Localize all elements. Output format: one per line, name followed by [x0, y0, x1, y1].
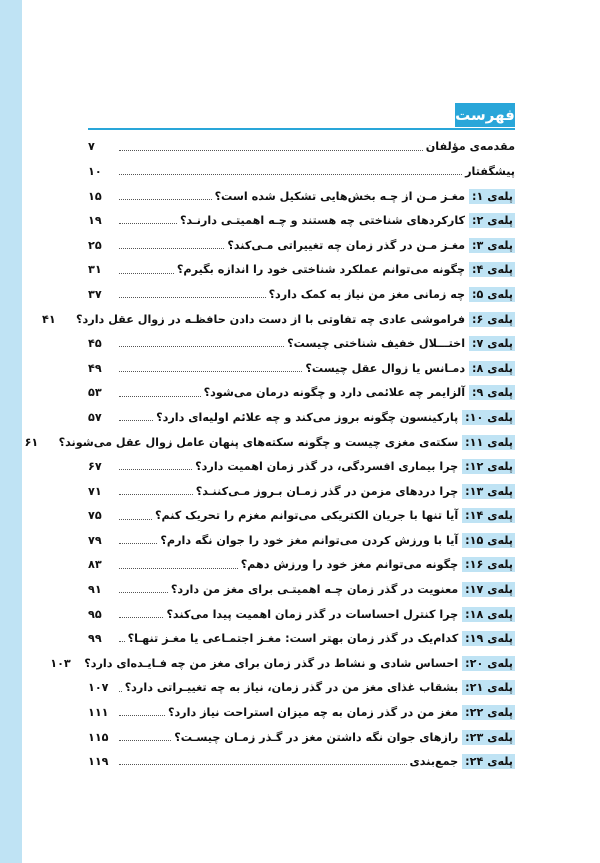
toc-entry-title	[204, 387, 515, 398]
toc-step-label: پله‌ی ۲:	[469, 213, 515, 228]
toc-entry[interactable]	[88, 720, 515, 745]
toc-page-number: ۴۱	[42, 312, 56, 326]
toc-title-text: چه زمانی مغز من نیاز به کمک دارد؟	[268, 287, 466, 301]
toc-page-number: ۱۱۵	[88, 730, 109, 744]
toc-entry[interactable]	[88, 696, 515, 721]
toc-step-label: پله‌ی ۶:	[469, 312, 515, 327]
toc-page-number: ۱۰	[88, 164, 102, 178]
toc-page-number: ۹۹	[88, 632, 102, 646]
toc-step-label: پله‌ی ۲۱:	[462, 680, 515, 695]
toc-entry[interactable]	[88, 278, 515, 303]
dot-leader	[119, 640, 125, 642]
toc-page-number: ۹۵	[88, 607, 102, 621]
toc-page-number: ۱۱۱	[88, 706, 109, 720]
toc-step-label: پله‌ی ۸:	[469, 361, 515, 376]
table-of-contents	[24, 130, 515, 769]
toc-title-text: چگونه می‌توانم مغز خود را ورزش دهم؟	[240, 558, 459, 572]
toc-entry[interactable]	[88, 204, 515, 229]
dot-leader	[119, 198, 212, 200]
toc-step-label: پله‌ی ۱۱:	[462, 435, 515, 450]
toc-title-text: چرا کنترل احساسات در گذر زمان اهمیت پیدا می‌کند؟	[166, 607, 459, 621]
toc-entry-title	[171, 584, 515, 595]
toc-step-label: پله‌ی ۲۲:	[462, 705, 515, 720]
toc-title-text: فراموشی عادی چه تفاوتی با از دست دادن حافظـه در زوال عقل دارد؟	[76, 312, 466, 326]
toc-page-number: ۱۰۷	[88, 681, 109, 695]
toc-entry-title	[195, 461, 515, 472]
toc-entry[interactable]	[88, 228, 515, 253]
toc-title-text: کارکردهای شناختی چه هستند و چـه اهمیتـی دارنـد؟	[179, 214, 466, 228]
dot-leader	[119, 370, 302, 372]
toc-title-text: احساس شادی و نشاط در گذر زمان برای مغز من چه فـایـده‌ای دارد؟	[84, 656, 459, 670]
dot-leader	[119, 542, 157, 544]
toc-entry[interactable]	[88, 401, 515, 426]
toc-page-number: ۱۹	[88, 214, 102, 228]
toc-entry-title	[125, 682, 515, 693]
toc-entry-title	[155, 510, 515, 521]
toc-entry-title	[269, 289, 515, 300]
toc-title-text: مغـز مـن از چـه بخش‌هایی تشکیل شده است؟	[214, 189, 466, 203]
toc-page-number: ۷۵	[88, 509, 102, 523]
toc-title-text: آیا با ورزش کردن می‌توانم مغز خود را جوان نگه دارم؟	[160, 533, 459, 547]
toc-entry[interactable]	[88, 450, 515, 475]
toc-step-label: پله‌ی ۱۴:	[462, 508, 515, 523]
toc-step-label: پله‌ی ۴:	[469, 262, 515, 277]
toc-entry-title	[426, 141, 515, 152]
toc-entry-title	[76, 314, 515, 325]
toc-entry-title	[168, 707, 515, 718]
toc-step-label: پله‌ی ۱۷:	[462, 582, 515, 597]
toc-page-number: ۲۵	[88, 238, 102, 252]
toc-page-number: ۷۱	[88, 484, 102, 498]
toc-page-number: ۶۱	[24, 435, 39, 449]
toc-title-text: مغـز مـن در گذر زمان چه تغییراتی مـی‌کند؟	[227, 238, 466, 252]
dot-leader	[119, 419, 153, 421]
toc-page-number: ۷۹	[88, 533, 102, 547]
toc-step-label: پله‌ی ۱:	[469, 189, 515, 204]
toc-entry-title	[180, 215, 515, 226]
toc-step-label: پله‌ی ۹:	[469, 385, 515, 400]
toc-entry-title	[227, 240, 515, 251]
toc-entry-title	[128, 633, 515, 644]
toc-step-label: پله‌ی ۱۹:	[462, 631, 515, 646]
toc-entry[interactable]	[88, 351, 515, 376]
toc-page-number: ۱۱۹	[88, 755, 109, 769]
toc-entry[interactable]	[88, 474, 515, 499]
toc-entry-title	[465, 166, 515, 177]
dot-leader	[119, 395, 201, 397]
toc-page-number: ۶۷	[88, 460, 102, 474]
dot-leader	[119, 616, 163, 618]
toc-title-text: اختـــلال خفیف شناختی چیست؟	[287, 337, 466, 351]
toc-entry-title	[174, 732, 515, 743]
toc-entry[interactable]	[88, 745, 515, 770]
toc-entry[interactable]	[88, 327, 515, 352]
toc-title-text: جمع‌بندی	[409, 755, 459, 769]
toc-title-text: آلزایمر چه علائمی دارد و چگونه درمان می‌شود؟	[203, 386, 466, 400]
toc-page-number: ۸۳	[88, 558, 102, 572]
toc-step-label: پله‌ی ۵:	[469, 287, 515, 302]
dot-leader	[119, 493, 193, 495]
dot-leader	[119, 518, 152, 520]
toc-entry-title	[59, 437, 515, 448]
toc-entry-title	[156, 412, 515, 423]
dot-leader	[119, 173, 462, 175]
dot-leader	[119, 690, 122, 692]
toc-entry[interactable]	[88, 548, 515, 573]
toc-title-text: کدام‌یک در گذر زمان بهتر است: مغـز اجتمـاعی یا مغـز تنهـا؟	[127, 632, 459, 646]
toc-entry[interactable]	[88, 376, 515, 401]
toc-entry[interactable]	[88, 524, 515, 549]
dot-leader	[119, 296, 266, 298]
toc-title-text: معنویت در گذر زمان چـه اهمیتـی برای مغز من دارد؟	[170, 583, 459, 597]
toc-step-label: پله‌ی ۲۳:	[462, 730, 515, 745]
dot-leader	[119, 222, 177, 224]
dot-leader	[119, 247, 224, 249]
toc-step-label: پله‌ی ۱۸:	[462, 607, 515, 622]
toc-title-text: مقدمه‌ی مؤلفان	[425, 140, 515, 154]
toc-entry[interactable]	[50, 646, 515, 671]
toc-title-text: سکته‌ی مغزی چیست و چگونه سکته‌های پنهان عامل زوال عقل می‌شوند؟	[58, 435, 459, 449]
toc-title-text: چگونه می‌توانم عملکرد شناختی خود را اندازه بگیرم؟	[176, 263, 466, 277]
dot-leader	[119, 149, 423, 151]
dot-leader	[119, 714, 165, 716]
toc-page-number: ۹۱	[88, 583, 102, 597]
toc-step-label: پله‌ی ۲۰:	[462, 656, 515, 671]
toc-step-label: پله‌ی ۷:	[469, 336, 515, 351]
toc-page-number: ۷	[88, 140, 95, 154]
toc-entry[interactable]	[88, 179, 515, 204]
toc-page-number: ۳۱	[88, 263, 102, 277]
toc-title-text: بشقاب غذای مغز من در گذر زمان، نیاز به چه تغییـراتی دارد؟	[124, 681, 459, 695]
toc-step-label: پله‌ی ۱۰:	[462, 410, 515, 425]
toc-title-text: رازهای جوان نگه داشتن مغز در گـذر زمـان چیسـت؟	[174, 730, 459, 744]
toc-page-number: ۴۵	[88, 337, 102, 351]
toc-title-text: پیشگفتار	[465, 164, 515, 178]
toc-title-text: مغز من در گذر زمان به چه میزان استراحت نیاز دارد؟	[167, 706, 459, 720]
toc-title-text: آیا تنها با جریان الکتریکی می‌توانم مغزم را تحریک کنم؟	[154, 509, 459, 523]
dot-leader	[119, 591, 168, 593]
toc-entry-title	[215, 191, 515, 202]
toc-page-number: ۵۳	[88, 386, 102, 400]
toc-entry[interactable]	[88, 499, 515, 524]
toc-title-text: چرا دردهای مزمن در گذر زمـان بـروز مـی‌کننـد؟	[195, 484, 459, 498]
toc-entry[interactable]	[24, 425, 515, 450]
dot-leader	[119, 763, 407, 765]
toc-entry[interactable]	[88, 155, 515, 180]
dot-leader	[119, 468, 192, 470]
toc-page-number: ۵۷	[88, 410, 102, 424]
toc-entry[interactable]	[88, 622, 515, 647]
toc-step-label: پله‌ی ۳:	[469, 238, 515, 253]
toc-title-text: پارکینسون چگونه بروز می‌کند و چه علائم اولیه‌ای دارد؟	[156, 410, 459, 424]
toc-entry[interactable]	[88, 253, 515, 278]
toc-title-text: دمـانس یا زوال عقل چیست؟	[305, 361, 466, 375]
toc-page-number: ۱۵	[88, 189, 102, 203]
toc-entry-title	[410, 756, 515, 767]
dot-leader	[119, 739, 171, 741]
toc-entry-title	[84, 658, 515, 669]
toc-step-label: پله‌ی ۱۳:	[462, 484, 515, 499]
toc-entry-title	[241, 559, 515, 570]
toc-entry-title	[287, 338, 515, 349]
toc-step-label: پله‌ی ۱۵:	[462, 533, 515, 548]
dot-leader	[119, 567, 238, 569]
toc-entry[interactable]	[88, 671, 515, 696]
toc-page-number: ۳۷	[88, 287, 102, 301]
toc-entry[interactable]	[88, 130, 515, 155]
toc-entry-title	[196, 486, 515, 497]
toc-title-text: چرا بیماری افسردگی، در گذر زمان اهمیت دارد؟	[195, 460, 459, 474]
toc-entry[interactable]	[88, 597, 515, 622]
toc-step-label: پله‌ی ۲۴:	[462, 754, 515, 769]
toc-step-label: پله‌ی ۱۲:	[462, 459, 515, 474]
dot-leader	[119, 345, 284, 347]
toc-page-number: ۱۰۳	[50, 656, 71, 670]
dot-leader	[119, 272, 174, 274]
toc-step-label: پله‌ی ۱۶:	[462, 557, 515, 572]
toc-entry-title	[160, 535, 515, 546]
toc-title: فهرست	[455, 103, 515, 127]
toc-entry[interactable]	[42, 302, 515, 327]
toc-entry-title	[305, 363, 515, 374]
toc-entry[interactable]	[88, 573, 515, 598]
side-color-strip	[0, 0, 22, 863]
toc-entry-title	[166, 609, 515, 620]
toc-page-number: ۴۹	[88, 361, 102, 375]
toc-entry-title	[177, 264, 515, 275]
